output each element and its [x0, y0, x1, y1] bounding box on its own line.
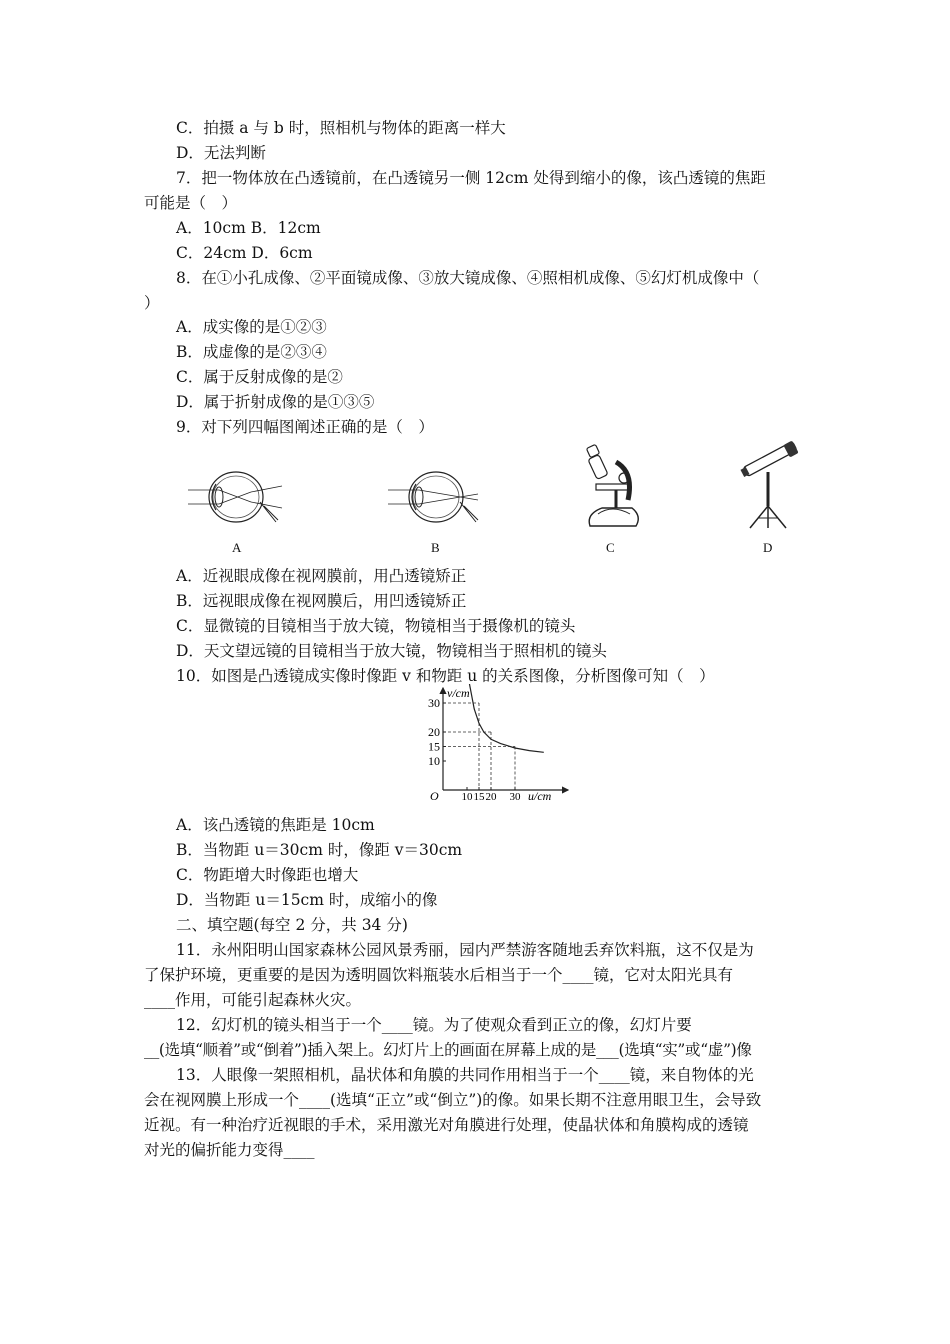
q9-option-b: B．远视眼成像在视网膜后，用凹透镜矫正: [176, 592, 467, 610]
q13-stem: 13．人眼像一架照相机，晶状体和角膜的共同作用相当于一个____镜，来自物体的光: [176, 1066, 754, 1084]
q10-option-c: C．物距增大时像距也增大: [176, 866, 359, 884]
q8-option-a: A．成实像的是①②③: [176, 318, 327, 336]
q10-stem: 10．如图是凸透镜成实像时像距 v 和物距 u 的关系图像，分析图像可知（ ）: [176, 667, 715, 685]
q9-option-d: D．天文望远镜的目镜相当于放大镜，物镜相当于照相机的镜头: [176, 642, 607, 660]
q8-option-b: B．成虚像的是②③④: [176, 343, 327, 361]
y-tick-label-3: 30: [428, 696, 440, 710]
q6-option-c: C．拍摄 a 与 b 时，照相机与物体的距离一样大: [176, 119, 506, 137]
q11-stem-cont1: 了保护环境，更重要的是因为透明圆饮料瓶装水后相当于一个____镜，它对太阳光具有: [144, 966, 734, 984]
q10-option-a: A．该凸透镜的焦距是 10cm: [176, 816, 375, 834]
q11-stem: 11．永州阳明山国家森林公园风景秀丽，园内严禁游客随地丢弃饮料瓶，这不仅是为: [176, 941, 754, 959]
q13-stem-cont3: 对光的偏折能力变得____: [144, 1141, 315, 1159]
q8-stem-cont: ）: [144, 294, 160, 312]
uv-relation-chart: [418, 684, 578, 806]
q13-stem-cont2: 近视。有一种治疗近视眼的手术，采用激光对角膜进行处理，使晶状体和角膜构成的透镜: [144, 1116, 749, 1134]
q11-stem-cont2: ____作用，可能引起森林火灾。: [144, 991, 362, 1009]
x-tick-label-2: 20: [485, 791, 497, 803]
q7-options-ab: A．10cm B．12cm: [176, 219, 321, 237]
q8-option-c: C．属于反射成像的是②: [176, 368, 343, 386]
figure-d-telescope-icon: [736, 440, 802, 532]
figure-b-eye: [386, 462, 486, 532]
figure-c-microscope-icon: [576, 442, 648, 532]
x-tick-label-3: 30: [509, 791, 521, 803]
x-axis-label: u/cm: [528, 789, 552, 803]
q9-option-a: A．近视眼成像在视网膜前，用凸透镜矫正: [176, 567, 467, 585]
x-tick-label-0: 10: [461, 791, 473, 803]
section-title-fill-blank: 二、填空题(每空 2 分，共 34 分): [176, 916, 408, 934]
q12-stem: 12．幻灯机的镜头相当于一个____镜。为了使观众看到正立的像，幻灯片要: [176, 1016, 692, 1034]
q8-stem: 8．在①小孔成像、②平面镜成像、③放大镜成像、④照相机成像、⑤幻灯机成像中（: [176, 269, 760, 287]
figure-a-label: A: [232, 540, 242, 555]
y-tick-label-0: 10: [428, 754, 440, 768]
y-tick-label-2: 20: [428, 725, 440, 739]
y-tick-label-1: 15: [428, 739, 440, 754]
figure-d-label: D: [763, 540, 773, 555]
q13-stem-cont1: 会在视网膜上形成一个____(选填“正立”或“倒立”)的像。如果长期不注意用眼卫生，会导致: [144, 1091, 762, 1109]
figure-c-label: C: [606, 540, 615, 555]
q12-stem-cont: __(选填“顺着”或“倒着”)插入架上。幻灯片上的画面在屏幕上成的是___(选填“实”或“虚”)像: [144, 1041, 752, 1059]
q7-stem: 7．把一物体放在凸透镜前，在凸透镜另一侧 12cm 处得到缩小的像，该凸透镜的焦距: [176, 169, 766, 187]
q8-option-d: D．属于折射成像的是①③⑤: [176, 393, 375, 411]
uv-curve: [469, 684, 543, 752]
figure-b-label: B: [431, 540, 440, 555]
origin-label: O: [430, 789, 439, 803]
figure-a-eye: [186, 462, 286, 532]
q7-options-cd: C．24cm D．6cm: [176, 244, 313, 262]
q9-option-c: C．显微镜的目镜相当于放大镜，物镜相当于摄像机的镜头: [176, 617, 576, 635]
q10-option-b: B．当物距 u＝30cm 时，像距 v＝30cm: [176, 841, 463, 859]
q9-stem: 9．对下列四幅图阐述正确的是（ ）: [176, 418, 434, 436]
q7-stem-cont: 可能是（ ）: [144, 194, 238, 212]
y-axis-label: v/cm: [447, 686, 470, 700]
x-tick-label-1: 15: [473, 791, 485, 803]
q6-option-d: D．无法判断: [176, 144, 266, 162]
q10-option-d: D．当物距 u＝15cm 时，成缩小的像: [176, 891, 438, 909]
